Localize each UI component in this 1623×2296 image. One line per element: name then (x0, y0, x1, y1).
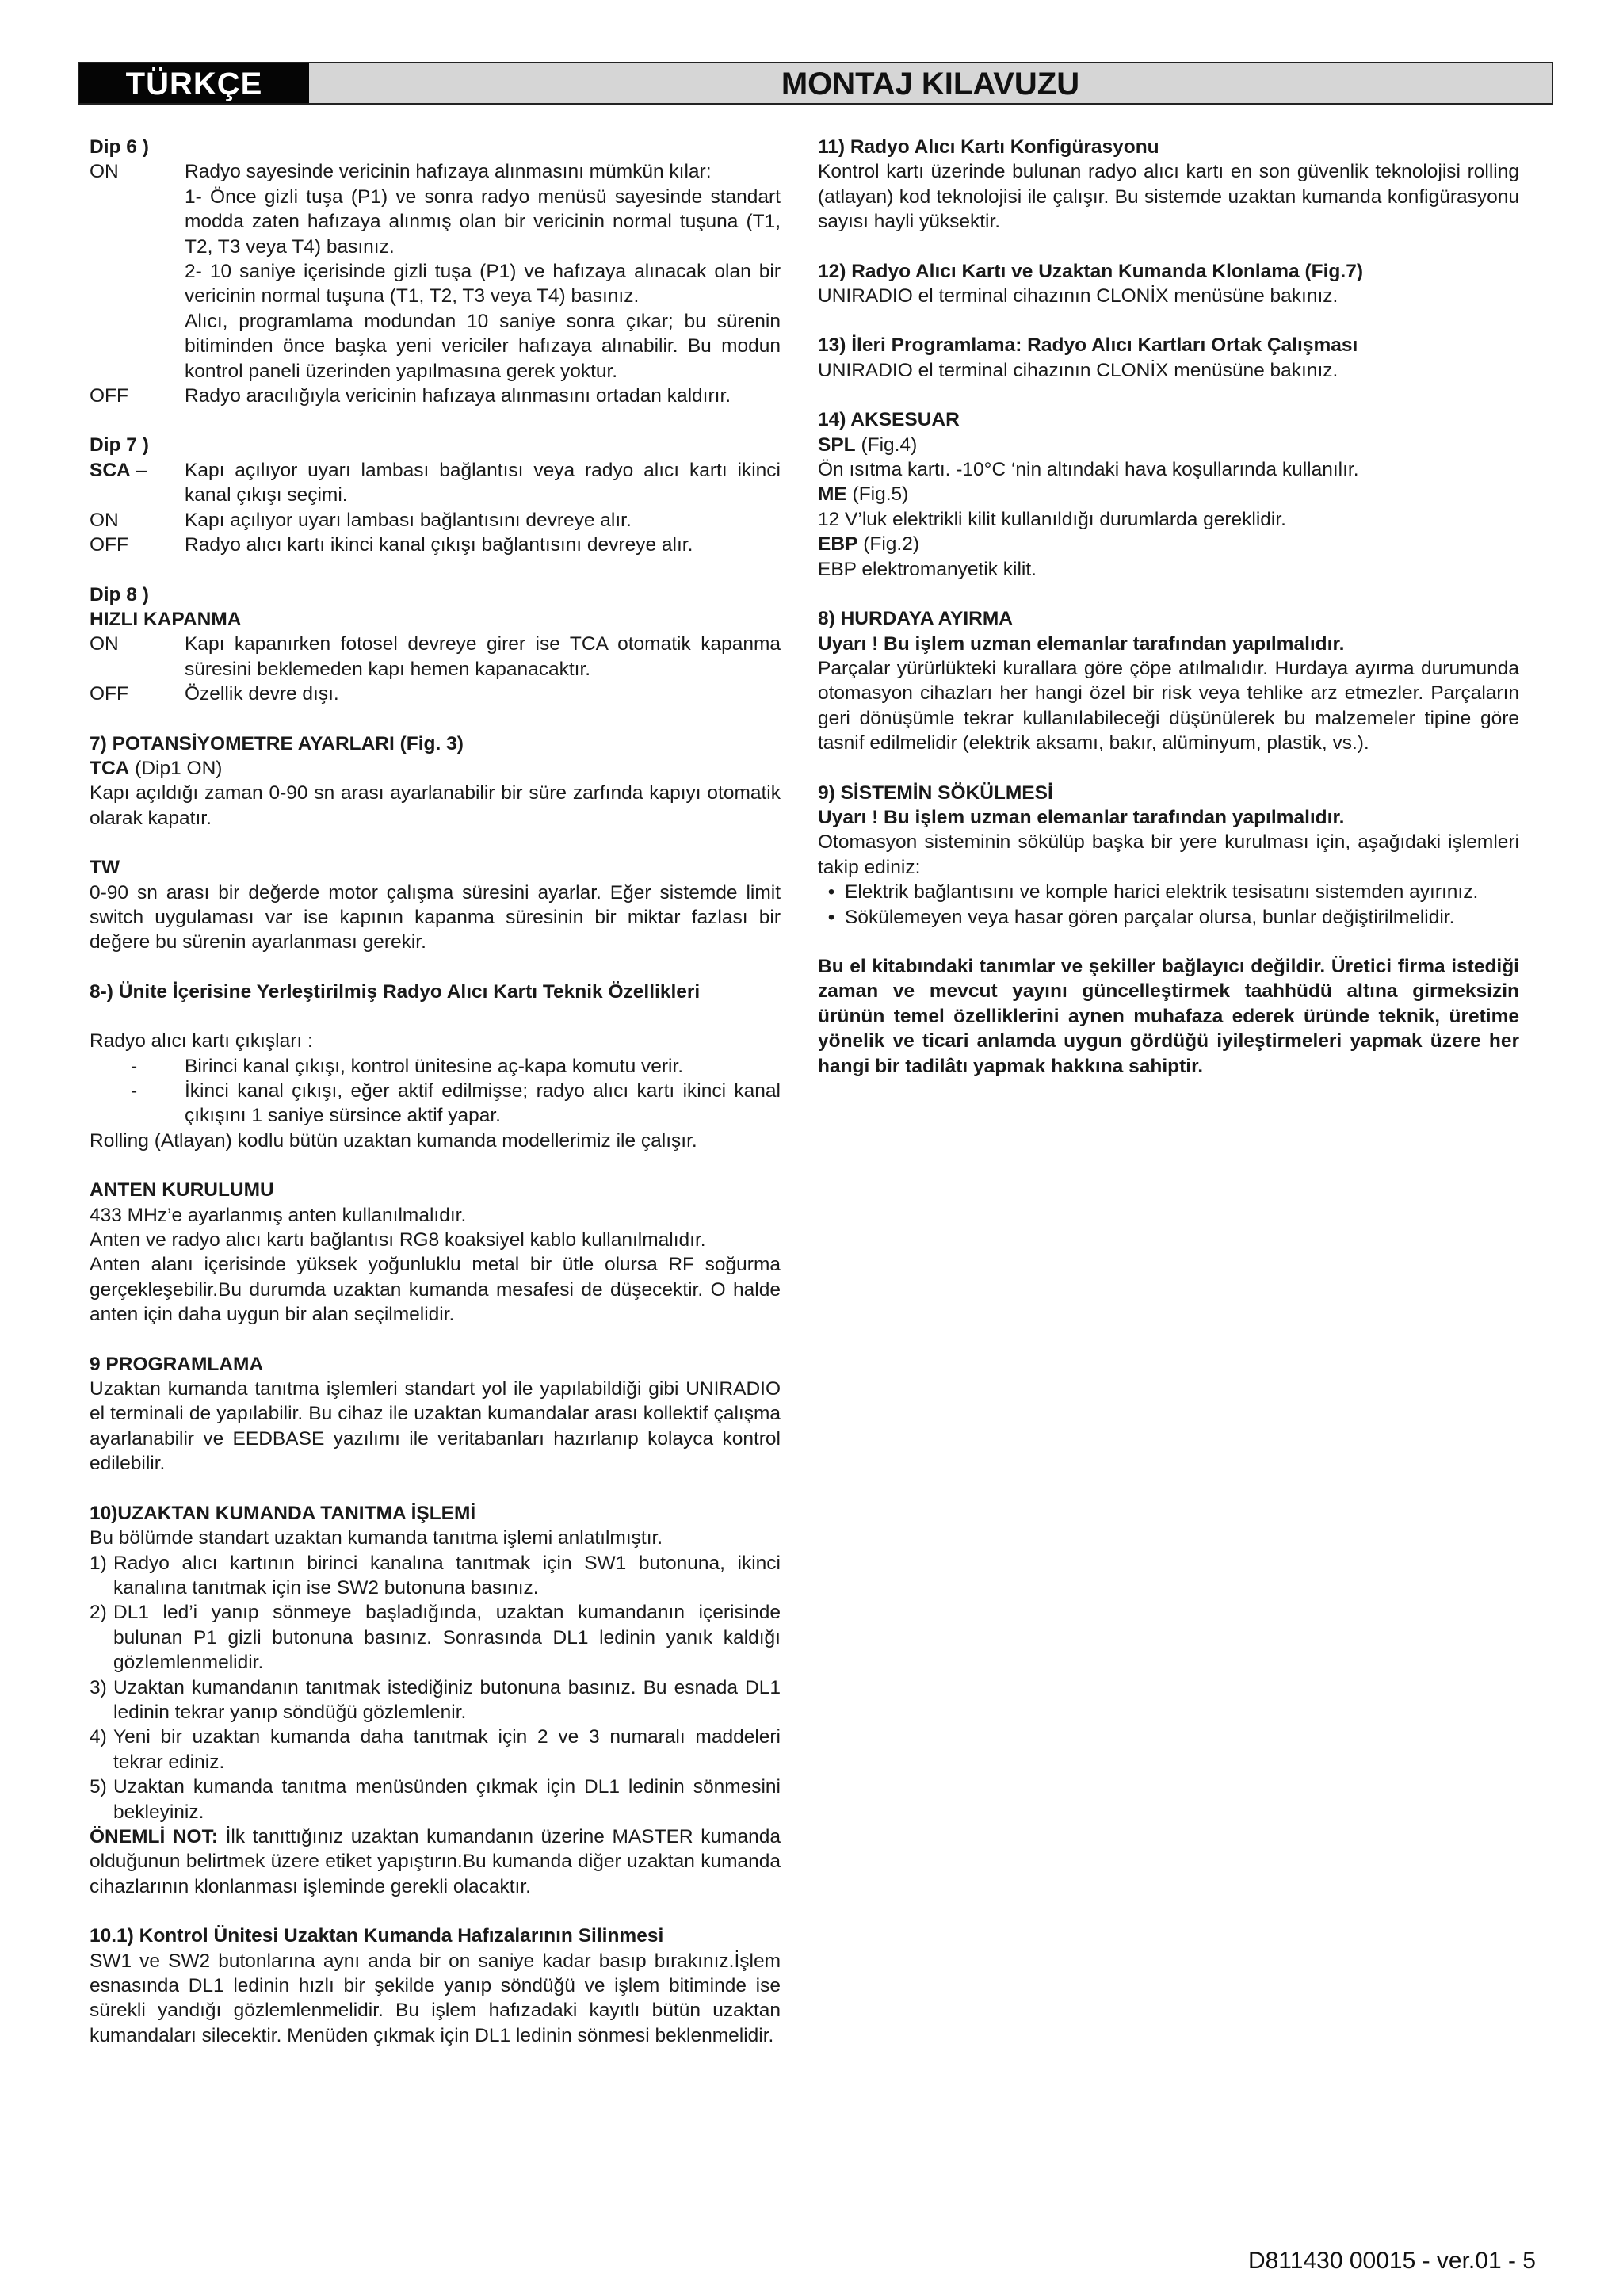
s14-title: 14) AKSESUAR (818, 409, 960, 431)
prog-title: 9 PROGRAMLAMA (90, 1353, 264, 1375)
note-label: ÖNEMLİ NOT: (90, 1825, 219, 1847)
dip6-on-line: 1- Önce gizli tuşa (P1) ve sonra radyo menüsü sayesinde standart modda zaten hafızaya alınmış olan bir vericinin normal tuşuna (T1, T2, T3 veya T4) basınız. (185, 185, 781, 258)
hurda-title: 8) HURDAYA AYIRMA (818, 608, 1013, 630)
dip7-sca-text: Kapı açılıyor uyarı lambası bağlantısı veya radyo alıcı kartı ikinci kanal çıkışı seçimi. (185, 459, 781, 506)
dip8-on-text: Kapı kapanırken fotosel devreye girer ise TCA otomatik kapanma süresini beklemeden kapı hemen kapanacaktır. (185, 633, 781, 680)
s11-text: Kontrol kartı üzerinde bulunan radyo alıcı kartı en son güvenlik teknolojisi rolling (atlayan) kod teknolojisi ile çalışır. Bu sistemde uzaktan kumanda konfigürasyonu sayısı hayli yüksektir. (818, 161, 1519, 233)
radio-item-text: İkinci kanal çıkışı, eğer aktif edilmişse; radyo alıcı kartı ikinci kanal çıkışını 1 saniye sürsince aktif yapar. (185, 1080, 781, 1127)
step-text: DL1 led’i yanıp sönmeye başladığında, uzaktan kumandanın içerisinde bulunan P1 gizli butonuna basınız. Sonrasında DL1 ledinin yanık kaldığı gözlemlenmelidir. (113, 1602, 781, 1674)
dip8-subtitle: HIZLI KAPANMA (90, 608, 242, 630)
tanitma-step (90, 1725, 781, 1775)
tanitma-intro: Bu bölümde standart uzaktan kumanda tanıtma işlemi anlatılmıştır. (90, 1527, 663, 1549)
s13-title: 13) İleri Programlama: Radyo Alıcı Kartları Ortak Çalışması (818, 334, 1358, 357)
accessory-label: SPL (818, 434, 856, 456)
sokme-title: 9) SİSTEMİN SÖKÜLMESİ (818, 781, 1053, 804)
dip6-on-line: Radyo sayesinde vericinin hafızaya alınmasını mümkün kılar: (185, 161, 712, 183)
accessory-desc: Ön ısıtma kartı. -10°C ‘nin altındaki hava koşullarında kullanılır. (818, 459, 1359, 481)
dip8-off-row (90, 682, 781, 706)
tanitma-step (90, 1775, 781, 1824)
step-number: 3) (90, 1676, 107, 1698)
dip7-sca-row (90, 458, 781, 508)
accessory-label: EBP (818, 533, 858, 556)
accessory-label: ME (818, 483, 847, 506)
anten-p1: 433 MHz’e ayarlanmış anten kullanılmalıdır. (90, 1204, 467, 1226)
tanitma-step (90, 1551, 781, 1601)
accessory-fig: (Fig.4) (855, 434, 918, 456)
dip6-off-row (90, 384, 781, 408)
silme-text: SW1 ve SW2 butonlarına aynı anda bir on saniye kadar basıp bırakınız.İşlem esnasında DL1 ledinin hızlı bir şekilde yanıp söndüğü ve işlem bitiminde ise sürekli yandığı gözlemlenmelidir. Bu işlem hafızadaki kayıtlı bütün uzaktan kumandaları silecektir. Menüden çıkmak için DL1 ledinin sönmesi beklenmelidir. (90, 1950, 781, 2046)
sokme-bullet (818, 905, 1519, 930)
dash-marker: - (131, 1055, 138, 1077)
note-text: İlk tanıttığınız uzaktan kumandanın üzerine MASTER kumanda olduğunun belirtmek üzere etiket yapıştırın.Bu kumanda diğer uzaktan kumanda cihazlarının klonlanması işleminde gerekli olacaktır. (90, 1825, 781, 1897)
tanitma-step (90, 1600, 781, 1675)
dip6-on-line: 2- 10 saniye içerisinde gizli tuşa (P1) ve hafızaya alınacak olan bir vericinin normal tuşuna (T1, T2, T3 veya T4) basınız. (185, 261, 781, 308)
dip7-on-text: Kapı açılıyor uyarı lambası bağlantısını devreye alır. (185, 509, 632, 531)
dip7-off-key: OFF (90, 534, 128, 556)
s12-text: UNIRADIO el terminal cihazının CLONİX menüsüne bakınız. (818, 285, 1338, 308)
radio-item-text: Birinci kanal çıkışı, kontrol ünitesine aç-kapa komutu verir. (185, 1055, 684, 1077)
dip7-off-text: Radyo alıcı kartı ikinci kanal çıkışı bağlantısını devreye alır. (185, 534, 693, 556)
pot-title: 7) POTANSİYOMETRE AYARLARI (Fig. 3) (90, 732, 464, 755)
dash-marker: - (131, 1080, 138, 1102)
dip6-on-line: Alıcı, programlama modundan 10 saniye sonra çıkar; bu sürenin bitiminden önce başka yeni vericiler hafızaya alınabilir. Bu modun kontrol paneli üzerinden yapılmasına gerek yoktur. (185, 310, 781, 382)
s13-text: UNIRADIO el terminal cihazının CLONİX menüsüne bakınız. (818, 359, 1338, 381)
hurda-text: Parçalar yürürlükteki kurallara göre çöpe atılmalıdır. Hurdaya ayırma durumunda otomasyon cihazları her hangi özel bir risk veya tehlike arz etmezler. Parçaların geri dönüşümle tekrar kullanılabileceği düşünülerek bu malzemeler tipine göre tasnif edilmelidir (elektrik aksamı, bakır, alüminyum, plastik, vs.). (818, 657, 1519, 755)
disclaimer: Bu el kitabındaki tanımlar ve şekiller bağlayıcı değildir. Üretici firma istediği zaman ve mevcut yayını güncelleştirmek taahhüdü altına girmeksizin ürünün temel özelliklerini aynen muhafaza ederek üründe teknik, üretime yönelik ve ticari anlamda uygun gördüğü iyileştirmeleri yapmak üzere her hangi bir tadilâtı yapmak hakkına sahiptir. (818, 955, 1519, 1077)
s12-title: 12) Radyo Alıcı Kartı ve Uzaktan Kumanda Klonlama (Fig.7) (818, 260, 1363, 282)
dip6-on-text (185, 159, 781, 384)
language-label: TÜRKÇE (79, 63, 309, 103)
accessory-heading (818, 482, 1519, 506)
accessory-desc: 12 V’luk elektrikli kilit kullanıldığı durumlarda gereklidir. (818, 508, 1286, 530)
hurda-warning: Uyarı ! Bu işlem uzman elemanlar tarafından yapılmalıdır. (818, 632, 1345, 655)
s11-title: 11) Radyo Alıcı Kartı Konfigürasyonu (818, 136, 1159, 158)
anten-p3: Anten alanı içerisinde yüksek yoğunluklu metal bir ütle olursa RF soğurma gerçekleşebilir.Bu durumda uzaktan kumanda mesafesi de düşecektir. O halde anten için daha uygun bir alan seçilmelidir. (90, 1254, 781, 1326)
dip6-on-key: ON (90, 161, 119, 183)
dip7-off-row (90, 533, 781, 557)
tca-label: TCA (90, 757, 130, 779)
tw-text: 0-90 sn arası bir değerde motor çalışma süresini ayarlar. Eğer sistemde limit switch uygulaması var ise kapının kapanma süresinin bir miktar fazlası bir değere bu sürenin ayarlanması gerekir. (90, 881, 781, 953)
tanitma-title: 10)UZAKTAN KUMANDA TANITMA İŞLEMİ (90, 1502, 476, 1524)
dip6-on-row (90, 159, 781, 384)
important-note (90, 1824, 781, 1899)
step-number: 2) (90, 1602, 107, 1624)
accessory-desc: EBP elektromanyetik kilit. (818, 558, 1037, 580)
prog-text: Uzaktan kumanda tanıtma işlemleri standart yol ile yapılabildiği gibi UNIRADIO el terminali de yapılabilir. Bu cihaz ile uzaktan kumandalar arası kollektif çalışma ayarlanabilir ve EEDBASE yazılımı ile veritabanları hazırlanıp kolayca kontrol edilebilir. (90, 1378, 781, 1475)
accessory-heading (818, 433, 1519, 457)
radio-footer: Rolling (Atlayan) kodlu bütün uzaktan kumanda modellerimiz ile çalışır. (90, 1129, 697, 1152)
bullet-marker: • (827, 881, 835, 904)
tanitma-step (90, 1675, 781, 1725)
tca-note: (Dip1 ON) (129, 757, 223, 779)
dip8-on-row (90, 632, 781, 682)
radio-item (90, 1079, 781, 1129)
silme-title: 10.1) Kontrol Ünitesi Uzaktan Kumanda Hafızalarının Silinmesi (90, 1925, 664, 1947)
bullet-marker: • (827, 906, 835, 928)
page-footer: D811430 00015 - ver.01 - 5 (1247, 2248, 1536, 2274)
anten-title: ANTEN KURULUMU (90, 1179, 274, 1201)
step-text: Yeni bir uzaktan kumanda daha tanıtmak için 2 ve 3 numaralı maddeleri tekrar ediniz. (113, 1726, 781, 1773)
page-header (78, 62, 1553, 105)
accessory-heading (818, 532, 1519, 556)
sokme-text: Otomasyon sisteminin sökülüp başka bir yere kurulması için, aşağıdaki işlemleri takip ediniz: (818, 831, 1519, 878)
sokme-warning: Uyarı ! Bu işlem uzman elemanlar tarafından yapılmalıdır. (818, 806, 1345, 828)
dip6-off-key: OFF (90, 385, 128, 407)
anten-p2: Anten ve radyo alıcı kartı bağlantısı RG8 koaksiyel kablo kullanılmalıdır. (90, 1229, 706, 1251)
tca-heading (90, 756, 781, 781)
sca-dash: – (130, 459, 147, 481)
step-text: Uzaktan kumandanın tanıtmak istediğiniz butonuna basınız. Bu esnada DL1 ledinin tekrar yanıp söndüğü gözlemlenir. (113, 1676, 781, 1723)
dip7-title: Dip 7 ) (90, 434, 149, 457)
accessory-fig: (Fig.2) (857, 533, 919, 556)
radio-item (90, 1054, 781, 1079)
step-number: 4) (90, 1726, 107, 1748)
step-number: 5) (90, 1776, 107, 1798)
sokme-bullet (818, 880, 1519, 904)
dip8-title: Dip 8 ) (90, 583, 149, 606)
tw-heading: TW (90, 857, 120, 879)
sca-label: SCA (90, 459, 131, 481)
radio-title: 8-) Ünite İçerisine Yerleştirilmiş Radyo Alıcı Kartı Teknik Özellikleri (90, 980, 701, 1003)
step-number: 1) (90, 1552, 107, 1574)
manual-title: MONTAJ KILAVUZU (781, 67, 1080, 101)
dip8-off-text: Özellik devre dışı. (185, 683, 339, 705)
left-column (90, 135, 781, 2048)
right-column (818, 135, 1519, 1079)
bullet-text: Elektrik bağlantısını ve komple harici elektrik tesisatını sistemden ayırınız. (845, 881, 1479, 904)
dip7-on-row (90, 508, 781, 533)
bullet-text: Sökülemeyen veya hasar gören parçalar olursa, bunlar değiştirilmelidir. (845, 906, 1455, 928)
accessory-fig: (Fig.5) (846, 483, 909, 506)
dip6-off-text: Radyo aracılığıyla vericinin hafızaya alınmasını ortadan kaldırır. (185, 385, 731, 407)
radio-intro: Radyo alıcı kartı çıkışları : (90, 1030, 313, 1052)
dip7-on-key: ON (90, 509, 119, 531)
dip8-off-key: OFF (90, 683, 128, 705)
tca-text: Kapı açıldığı zaman 0-90 sn arası ayarlanabilir bir süre zarfında kapıyı otomatik olarak kapatır. (90, 782, 781, 829)
dip7-sca-key (90, 458, 185, 508)
dip8-on-key: ON (90, 633, 119, 655)
step-text: Uzaktan kumanda tanıtma menüsünden çıkmak için DL1 ledinin sönmesini bekleyiniz. (113, 1776, 781, 1823)
step-text: Radyo alıcı kartının birinci kanalına tanıtmak için SW1 butonuna, ikinci kanalına tanıtmak için ise SW2 butonuna basınız. (113, 1552, 781, 1599)
dip6-title: Dip 6 ) (90, 136, 149, 158)
